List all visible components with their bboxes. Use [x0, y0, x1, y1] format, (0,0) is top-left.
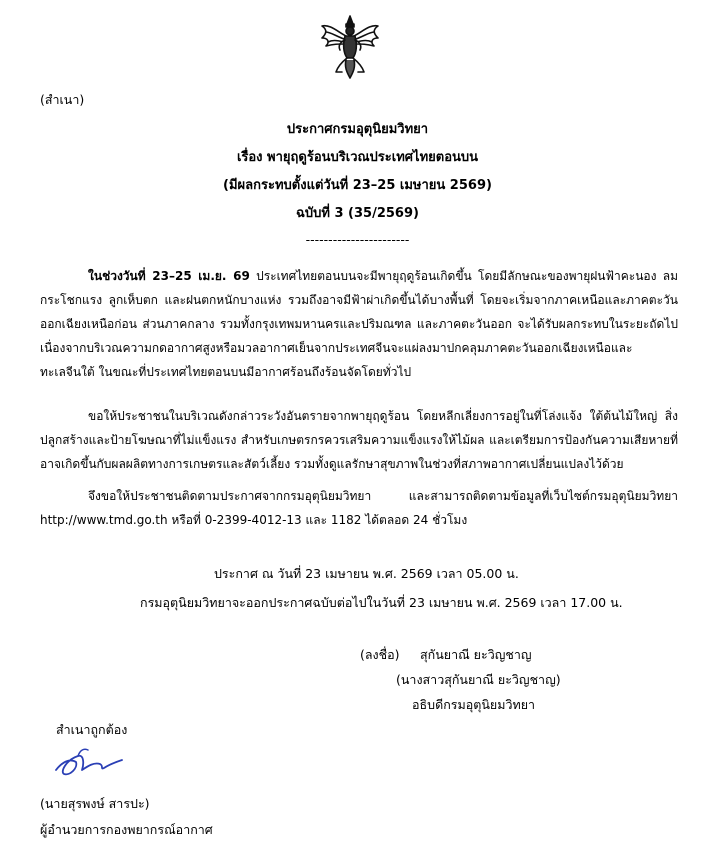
garuda-emblem-icon — [318, 14, 382, 80]
signer-full-name: (นางสาวสุกันยาณี ยะวิญชาญ) — [396, 672, 561, 687]
handwritten-signature-icon — [48, 740, 128, 786]
effective-period: (มีผลกระทบตั้งแต่วันที่ 23–25 เมษายน 2569) — [223, 178, 492, 193]
signed-label: (ลงชื่อ) — [360, 647, 400, 662]
paragraph-lead: ในช่วงวันที่ 23–25 เม.ย. 69 — [88, 269, 250, 283]
issued-datetime: ประกาศ ณ วันที่ 23 เมษายน พ.ศ. 2569 เวลา 05.00 น. — [214, 566, 519, 581]
certifier-name: (นายสุรพงษ์ สารปะ) — [40, 796, 150, 811]
certified-copy-label: สำเนาถูกต้อง — [56, 722, 128, 737]
signer-position: อธิบดีกรมอุตุนิยมวิทยา — [412, 697, 536, 712]
paragraph-2-text: ขอให้ประชาชนในบริเวณดังกล่าวระวังอันตรายจากพายุฤดูร้อน โดยหลีกเลี่ยงการอยู่ในที่โล่งแจ้ง ใต้ต้นไม้ใหญ่ สิ่งปลูกสร้างและป้ายโฆษณาที่ไม่แข็งแรง สำหรับเกษตรกรควรเสริมความแข็งแรงให้ไม้ผล และเตรียมการป้องกันความเสียหายที่อาจเกิดขึ้นกับผลผลิตทางการเกษตรและสัตว์เลี้ยง รวมทั้งดูแลรักษาสุขภาพในช่วงที่สภาพอากาศเปลี่ยนแปลงไว้ด้วย — [40, 409, 678, 471]
issue-number: ฉบับที่ 3 (35/2569) — [296, 206, 419, 221]
title-separator: ----------------------- — [305, 232, 410, 247]
copy-mark: (สำเนา) — [40, 92, 85, 107]
paragraph-3-text: จึงขอให้ประชาชนติดตามประกาศจากกรมอุตุนิยมวิทยา และสามารถติดตามข้อมูลที่เว็บไซต์กรมอุตุนิยมวิทยา http://www.tmd.go.th หรือที่ 0-2399-4012-13 และ 1182 ได้ตลอด 24 ชั่วโมง — [40, 489, 678, 527]
certifier-position: ผู้อำนวยการกองพยากรณ์อากาศ — [40, 822, 213, 837]
body-paragraph-1 — [40, 264, 678, 384]
page-title: ประกาศกรมอุตุนิยมวิทยา — [286, 122, 429, 137]
body-paragraph-2 — [40, 404, 678, 476]
subject-line: เรื่อง พายุฤดูร้อนบริเวณประเทศไทยตอนบน — [236, 150, 479, 165]
next-issue-note: กรมอุตุนิยมวิทยาจะออกประกาศฉบับต่อไปในวันที่ 23 เมษายน พ.ศ. 2569 เวลา 17.00 น. — [140, 595, 623, 610]
body-paragraph-3 — [40, 484, 678, 532]
paragraph-1-text: ประเทศไทยตอนบนจะมีพายุฤดูร้อนเกิดขึ้น โดยมีลักษณะของพายุฝนฟ้าคะนอง ลมกระโชกแรง ลูกเห็บตก และฝนตกหนักบางแห่ง รวมถึงอาจมีฟ้าผ่าเกิดขึ้นได้บางพื้นที่ โดยจะเริ่มจากภาคเหนือและภาคตะวันออกเฉียงเหนือก่อน ส่วนภาคกลาง รวมทั้งกรุงเทพมหานครและปริมณฑล และภาคตะวันออก จะได้รับผลกระทบในระยะถัดไป เนื่องจากบริเวณความกดอากาศสูงหรือมวลอากาศเย็นจากประเทศจีนจะแผ่ลงมาปกคลุมภาคตะวันออกเฉียงเหนือและทะเลจีนใต้ ในขณะที่ประเทศไทยตอนบนมีอากาศร้อนถึงร้อนจัดโดยทั่วไป — [40, 269, 679, 379]
signer-name: สุกันยาณี ยะวิญชาญ — [420, 647, 532, 662]
